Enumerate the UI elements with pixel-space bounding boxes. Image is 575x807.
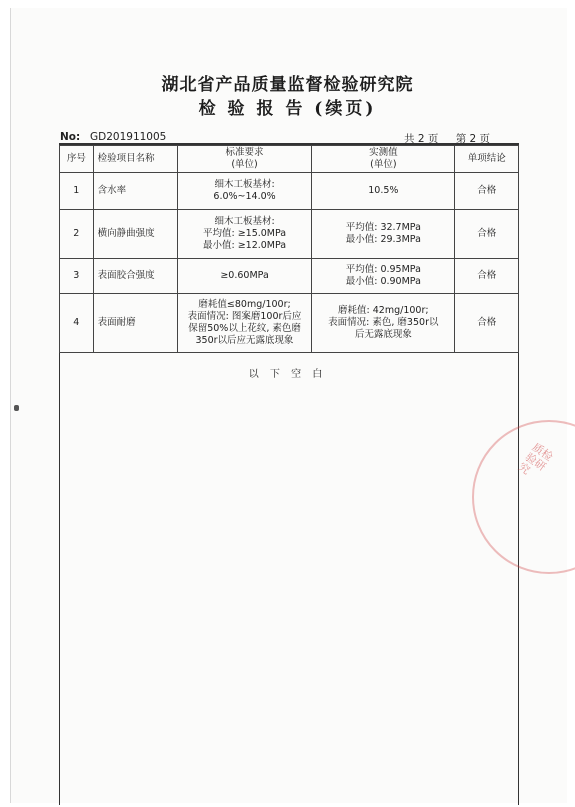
total-pages: 共 2 页 (404, 133, 439, 145)
row-measured (312, 173, 455, 210)
row-standard (177, 294, 311, 353)
col-standard-header (177, 146, 311, 173)
report-title: 检 验 报 告 (续页) (198, 99, 377, 119)
page-number: 第 2 页 (455, 133, 491, 145)
cell-line: 平均值: 0.95MPa (345, 264, 421, 275)
col-verdict-header: 单项结论 (455, 146, 519, 173)
cell-line: 最小值: 29.3MPa (345, 234, 421, 245)
col-measured-header (312, 146, 455, 173)
row-index: 3 (60, 259, 94, 294)
row-item: 表面胶合强度 (93, 259, 177, 294)
table-header-row (60, 146, 519, 173)
row-verdict: 合格 (455, 173, 519, 210)
cell-line: 最小值: ≥12.0MPa (202, 240, 287, 251)
row-measured (312, 294, 455, 353)
header-line: 实测值 (369, 147, 398, 158)
table-row (60, 294, 519, 353)
cell-line: 平均值: 32.7MPa (345, 222, 421, 233)
cell-line: 最小值: 0.90MPa (345, 276, 421, 287)
row-verdict: 合格 (455, 210, 519, 259)
scan-mark (14, 405, 19, 411)
cell-line: 10.5% (368, 185, 399, 196)
row-measured (312, 210, 455, 259)
row-index: 1 (60, 173, 94, 210)
header-line: 标准要求 (225, 147, 264, 158)
cell-line: 磨耗值: 42mg/100r; (338, 305, 429, 316)
seal-text: 质检验研究 (515, 440, 556, 478)
row-standard (177, 259, 311, 294)
row-measured (312, 259, 455, 294)
cell-line: 350r以后应无露底现象 (195, 335, 294, 346)
cell-line: 平均值: ≥15.0MPa (202, 228, 287, 239)
col-index-header: 序号 (60, 146, 94, 173)
report-no: GD201911005 (90, 131, 167, 143)
header-line: (单位) (370, 159, 397, 170)
cell-line: 磨耗值≤80mg/100r; (198, 299, 291, 310)
cell-line: 细木工板基材: (214, 216, 275, 227)
row-standard (177, 210, 311, 259)
cell-line: ≥0.60MPa (220, 270, 269, 281)
cell-line: 表面情况: 素色, 磨350r以 (328, 317, 439, 328)
cell-line: 表面情况: 图案磨100r后应 (187, 311, 302, 322)
table-row (60, 210, 519, 259)
cell-line: 6.0%~14.0% (213, 191, 276, 202)
row-verdict: 合格 (455, 259, 519, 294)
row-item: 横向静曲强度 (93, 210, 177, 259)
row-index: 2 (60, 210, 94, 259)
cell-line: 细木工板基材: (214, 179, 275, 190)
end-of-content-note: 以 下 空 白 (248, 369, 327, 380)
row-item: 表面耐磨 (93, 294, 177, 353)
row-index: 4 (60, 294, 94, 353)
institute-name: 湖北省产品质量监督检验研究院 (161, 75, 414, 95)
report-no-label: No: (60, 131, 81, 143)
table-row (60, 173, 519, 210)
row-verdict: 合格 (455, 294, 519, 353)
row-item: 含水率 (93, 173, 177, 210)
col-item-header: 检验项目名称 (93, 146, 177, 173)
table-row (60, 259, 519, 294)
cell-line: 保留50%以上花纹, 素色磨 (188, 323, 301, 334)
results-table (59, 145, 519, 353)
cell-line: 后无露底现象 (354, 329, 412, 340)
header-line: (单位) (231, 159, 258, 170)
row-standard (177, 173, 311, 210)
